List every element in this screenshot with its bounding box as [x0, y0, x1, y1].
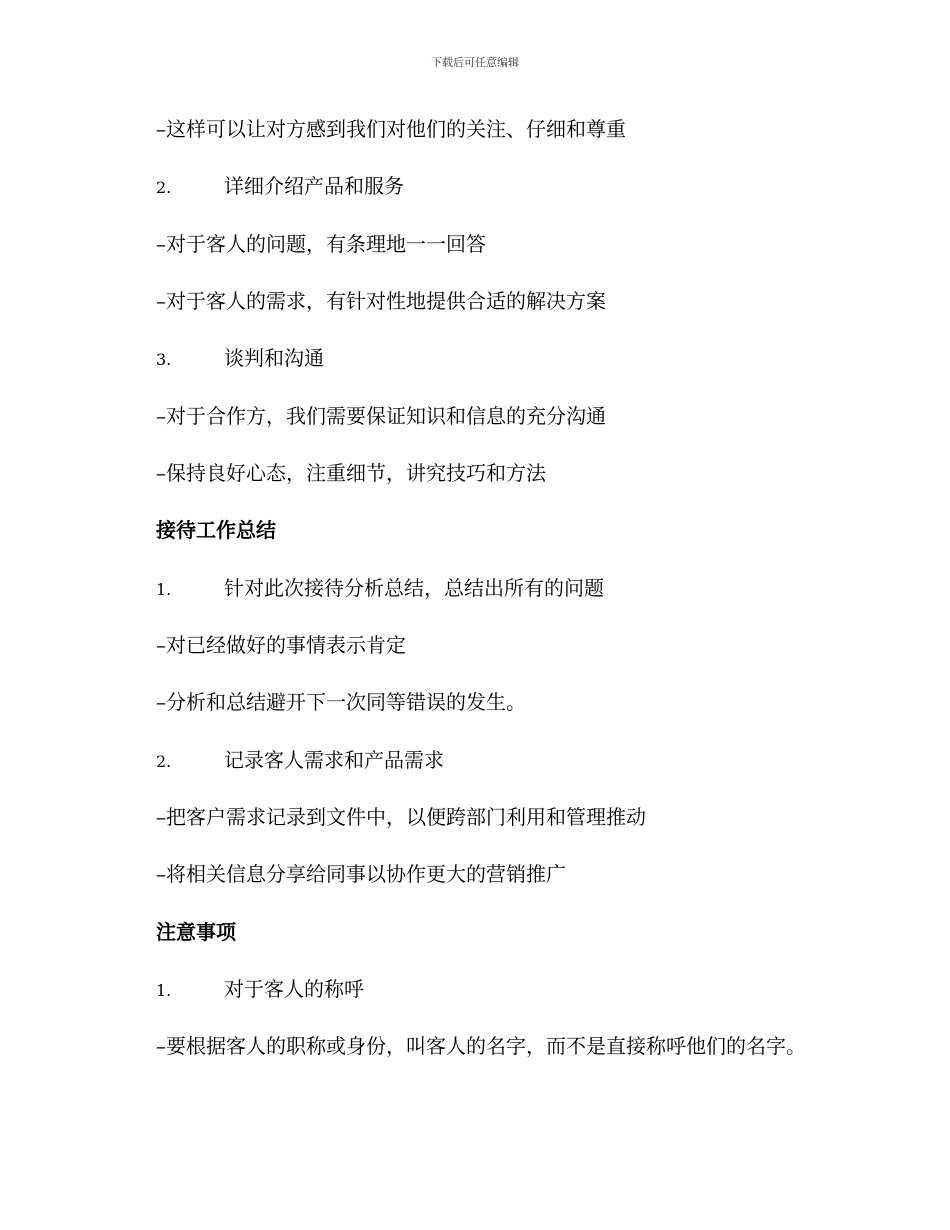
bullet-line: –对已经做好的事情表示肯定 [156, 633, 406, 657]
numbered-item [156, 344, 324, 374]
numbered-item [156, 574, 604, 604]
bullet-line: –对于客人的问题，有条理地一一回答 [156, 232, 486, 256]
item-text: 针对此次接待分析总结，总结出所有的问题 [224, 576, 604, 600]
item-number: 2. [156, 752, 172, 771]
bullet-line: –对于客人的需求，有针对性地提供合适的解决方案 [156, 289, 606, 313]
item-text: 对于客人的称呼 [224, 977, 364, 1001]
item-number: 1. [156, 981, 172, 1000]
bullet-line: –保持良好心态，注重细节，讲究技巧和方法 [156, 461, 546, 485]
bullet-line: –把客户需求记录到文件中，以便跨部门利用和管理推动 [156, 805, 646, 829]
bullet-line: –分析和总结避开下一次同等错误的发生。 [156, 690, 526, 714]
section-heading: 注意事项 [156, 920, 236, 944]
numbered-item [156, 975, 364, 1005]
item-text: 谈判和沟通 [224, 346, 324, 370]
bullet-line: –将相关信息分享给同事以协作更大的营销推广 [156, 862, 566, 886]
item-number: 2. [156, 178, 172, 197]
item-number: 3. [156, 350, 172, 369]
bullet-line: –对于合作方，我们需要保证知识和信息的充分沟通 [156, 404, 606, 428]
wrapped-paragraph: –要根据客人的职称或身份，叫客人的名字，而不是直接称呼他们的名字。 [156, 1034, 806, 1058]
numbered-item [156, 746, 444, 776]
section-heading: 接待工作总结 [156, 518, 276, 542]
bullet-line: –这样可以让对方感到我们对他们的关注、仔细和尊重 [156, 117, 626, 141]
item-number: 1. [156, 580, 172, 599]
item-text: 记录客人需求和产品需求 [224, 748, 444, 772]
page-header: 下载后可任意编辑 [431, 56, 519, 69]
item-text: 详细介绍产品和服务 [224, 174, 404, 198]
numbered-item [156, 172, 404, 202]
